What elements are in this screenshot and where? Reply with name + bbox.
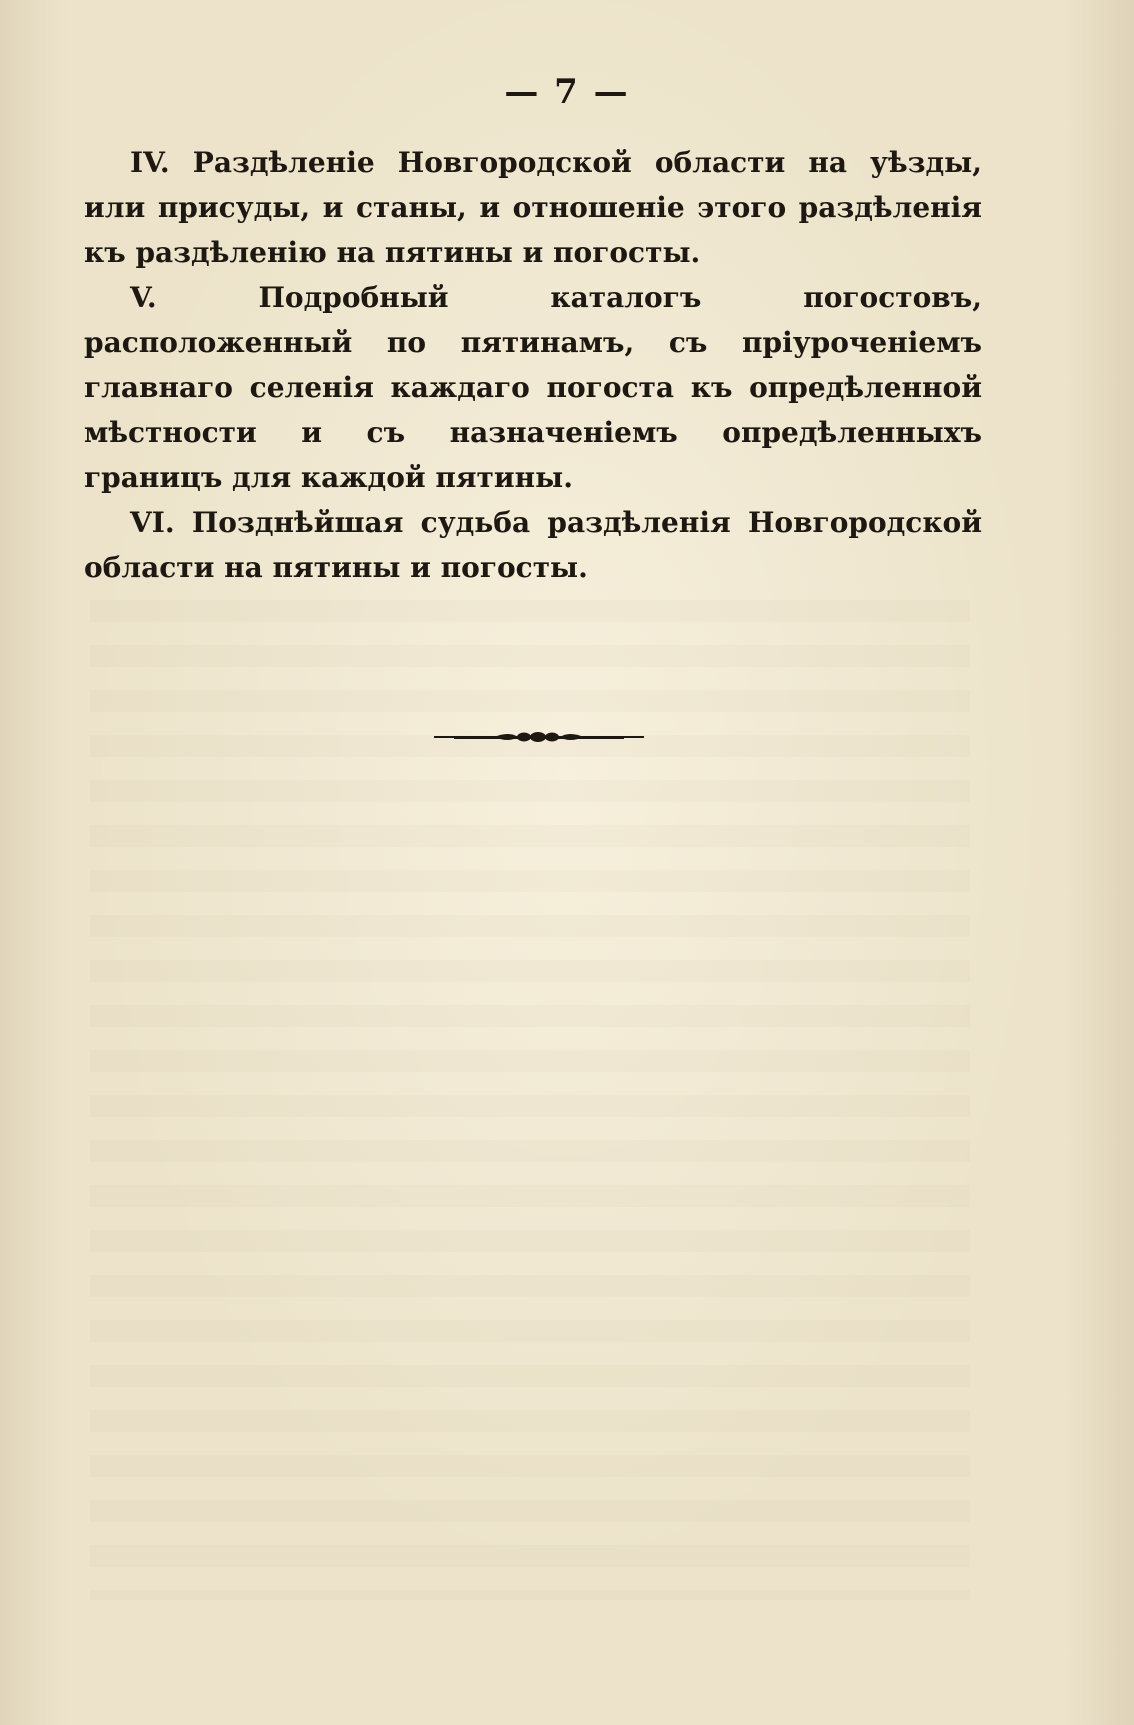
bleed-through-text: [90, 600, 970, 1600]
paragraph-number: VI.: [130, 506, 175, 539]
section-divider-ornament: [434, 728, 644, 746]
paragraph-number: V.: [130, 281, 157, 314]
page-number: — 7 —: [504, 72, 630, 112]
paragraph-text: Раздѣленіе Новгородской области на уѣзды, или присуды, и станы, и отношеніе этого раздѣленія къ раздѣленію на пятины и погосты.: [84, 146, 982, 269]
paragraph-vi: [84, 500, 982, 590]
paragraph-text: Позднѣйшая судьба раздѣленія Новгородской области на пятины и погосты.: [84, 506, 982, 584]
paragraph-v: [84, 275, 982, 500]
paragraph-number: IV.: [130, 146, 170, 179]
paragraph-iv: [84, 140, 982, 275]
paragraph-text: Подробный каталогъ погостовъ, расположенный по пятинамъ, съ пріуроченіемъ главнаго селенія каждаго погоста къ опредѣленной мѣстности и съ назначеніемъ опредѣленныхъ границъ для каждой пятины.: [84, 281, 982, 494]
body-text: [84, 140, 982, 590]
